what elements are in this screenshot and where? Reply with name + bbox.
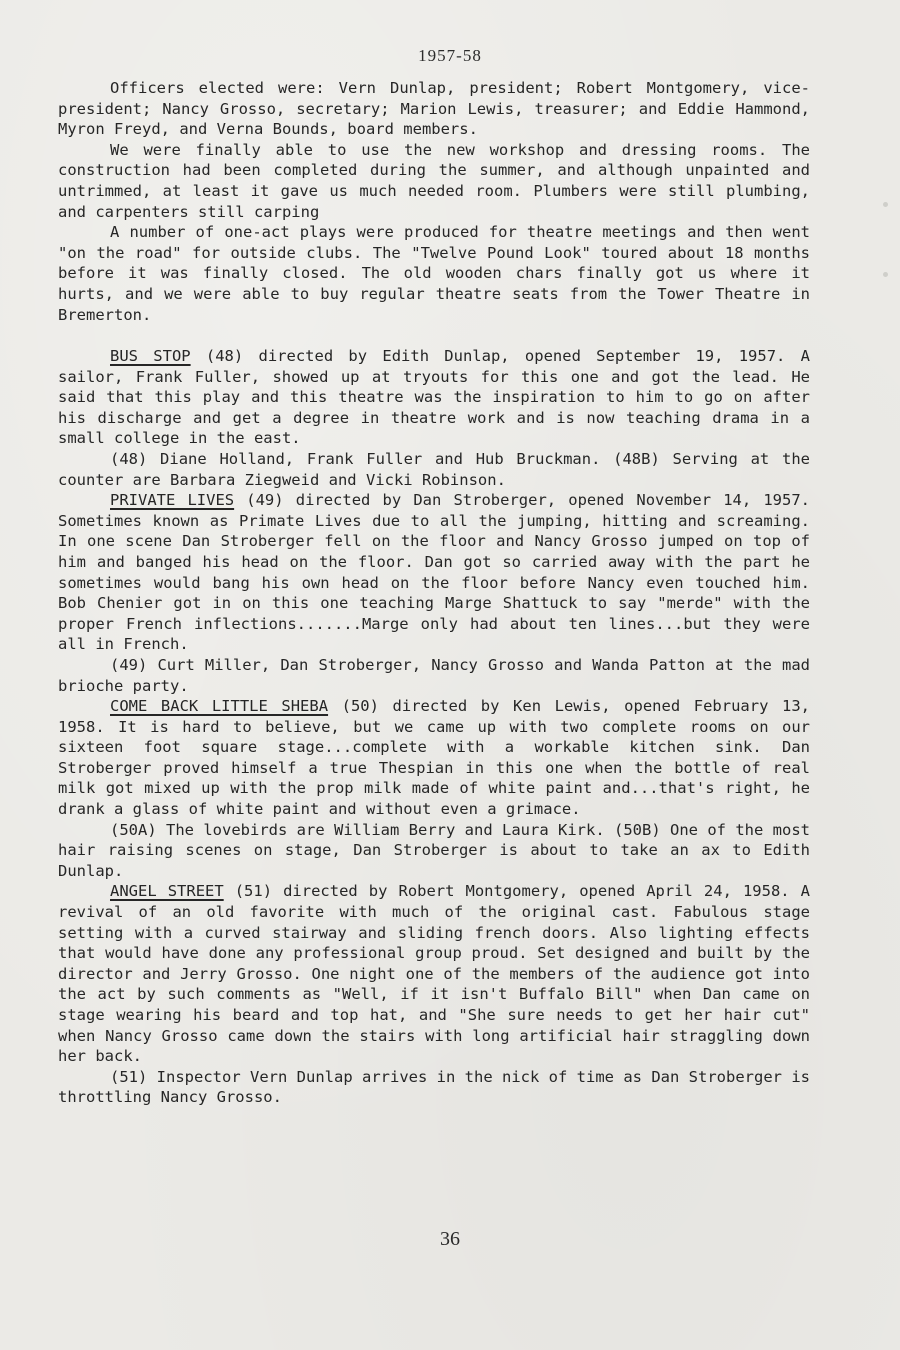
production-paragraph bbox=[58, 881, 810, 1066]
page-header-year: 1957-58 bbox=[418, 46, 482, 65]
page-number: 36 bbox=[440, 1228, 460, 1250]
production-title: ANGEL STREET bbox=[110, 882, 224, 901]
intro-section bbox=[58, 78, 810, 325]
photo-caption: (51) Inspector Vern Dunlap arrives in the nick of time as Dan Stroberger is throttling Nancy Grosso. bbox=[58, 1067, 810, 1107]
paper-mark bbox=[883, 272, 888, 277]
photo-caption: (49) Curt Miller, Dan Stroberger, Nancy Grosso and Wanda Patton at the mad brioche party. bbox=[58, 655, 810, 695]
production-body: (51) directed by Robert Montgomery, opened April 24, 1958. A revival of an old favorite with much of the original cast. Fabulous stage setting with a curved stairway and sliding french doors. Also lighting effects that would have done any professional group proud. Set designed and built by the director and Jerry Grosso. One night one of the members of the audience got into the act by such comments as "Well, if it isn't Buffalo Bill" when Dan came on stage wearing his beard and top hat, and "She sure needs to get her hair cut" when Nancy Grosso came down the stairs with long artificial hair straggling down her back. bbox=[58, 882, 810, 1066]
production-paragraph bbox=[58, 346, 810, 449]
production-body: (49) directed by Dan Stroberger, opened November 14, 1957. Sometimes known as Primate Lives due to all the jumping, hitting and screaming. In one scene Dan Stroberger fell on the floor and Nancy Grosso jumped on top of him and banged his head on the floor. Dan got so carried away with the part he sometimes would bang his own head on the floor before Nancy even touched him. Bob Chenier got in on this one teaching Marge Shattuck to say "merde" with the proper French inflections.......Marge only had about ten lines...but they were all in French. bbox=[58, 491, 810, 654]
production-title: COME BACK LITTLE SHEBA bbox=[110, 697, 329, 716]
production-body: (50) directed by Ken Lewis, opened February 13, 1958. It is hard to believe, but we came up with two complete rooms on our sixteen foot square stage...complete with a workable kitchen sink. Dan Stroberger proved himself a true Thespian in this one when the bottle of real milk got mixed up with the prop milk made of white paint and...that's right, he drank a glass of white paint and without even a grimace. bbox=[58, 697, 810, 819]
photo-caption: (50A) The lovebirds are William Berry and Laura Kirk. (50B) One of the most hair raising scenes on stage, Dan Stroberger is about to take an ax to Edith Dunlap. bbox=[58, 820, 810, 880]
intro-paragraph: Officers elected were: Vern Dunlap, president; Robert Montgomery, vice-president; Nancy Grosso, secretary; Marion Lewis, treasurer; and Eddie Hammond, Myron Freyd, and Verna Bounds, board members. bbox=[58, 79, 810, 139]
production-paragraph bbox=[58, 696, 810, 820]
production-paragraph bbox=[58, 490, 810, 655]
intro-paragraph: A number of one-act plays were produced for theatre meetings and then went "on the road" for outside clubs. The "Twelve Pound Look" toured about 18 months before it was finally closed. The old wooden chars finally got us where it hurts, and we were able to buy regular theatre seats from the Tower Theatre in Bremerton. bbox=[58, 223, 810, 324]
production-title: BUS STOP bbox=[110, 347, 191, 365]
production-title: PRIVATE LIVES bbox=[110, 491, 235, 510]
production-body: (48) directed by Edith Dunlap, opened September 19, 1957. A sailor, Frank Fuller, showed up at tryouts for this one and got the lead. He said that this play and this theatre was the inspiration to him to go on after his discharge and get a degree in theatre work and is now teaching drama in a small college in the east. bbox=[58, 347, 810, 448]
photo-caption: (48) Diane Holland, Frank Fuller and Hub Bruckman. (48B) Serving at the counter are Barbara Ziegweid and Vicki Robinson. bbox=[58, 449, 810, 489]
paper-mark bbox=[883, 202, 888, 207]
intro-paragraph: We were finally able to use the new workshop and dressing rooms. The construction had been completed during the summer, and although unpainted and untrimmed, at least it gave us much needed room. Plumbers were still plumbing, and carpenters still carping bbox=[58, 140, 810, 221]
productions-section bbox=[58, 346, 810, 1108]
